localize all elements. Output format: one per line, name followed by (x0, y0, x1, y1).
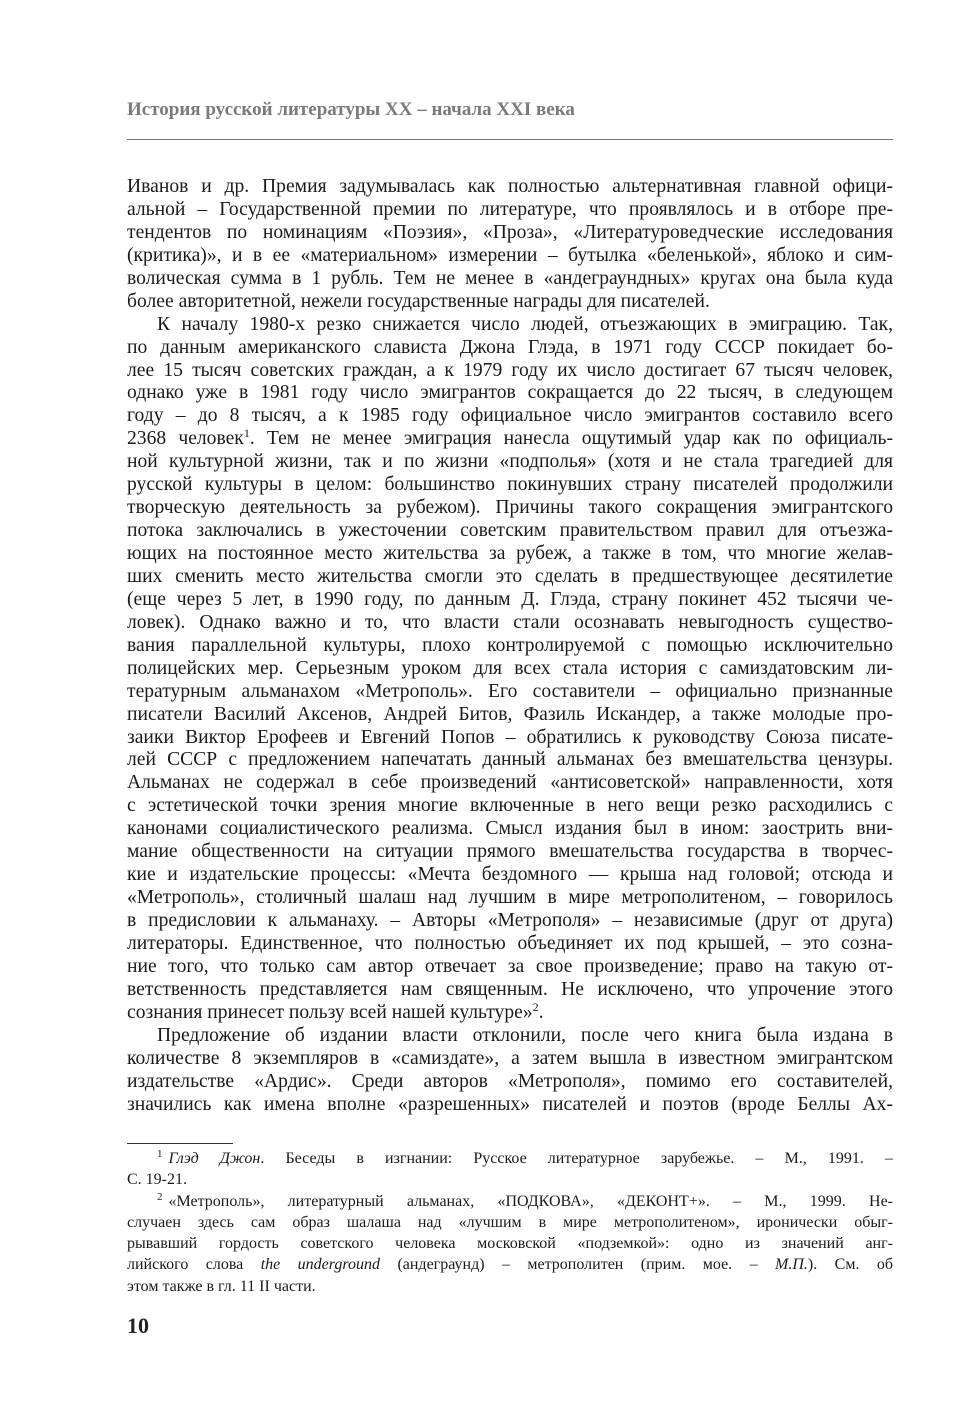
text-segment: . Беседы в изгнании: Русское литературное зарубежье. – М., 1991. – (260, 1150, 893, 1167)
text-segment: потока заключались в ужесточении советским правительством правил для отъезжа- (127, 520, 893, 542)
footnote-ref: 2 (157, 1190, 163, 1203)
text-line (127, 1094, 893, 1117)
text-line (127, 864, 893, 887)
text-segment: Альманах не содержал в себе произведений «антисоветской» направленности, хотя (127, 772, 893, 794)
text-segment: лийского слова (127, 1256, 261, 1274)
footnote-line (127, 1169, 893, 1190)
text-segment: рывавший гордость советского человека московской «подземкой»: одно из значений анг- (127, 1235, 893, 1253)
text-line (127, 1048, 893, 1071)
text-line (127, 405, 893, 428)
text-segment: полицейских мер. Серьезным уроком для всех стала история с самиздатовским ли- (127, 657, 893, 679)
text-segment: русской культуры в целом: большинство покинувших страну писателей продолжили (127, 474, 893, 496)
text-line (127, 612, 893, 635)
text-segment: кие и издательские процессы: «Мечта бездомного — крыша над головой; отсюда и (127, 864, 893, 886)
text-segment: ной культурной жизни, так и по жизни «подполья» (хотя и не стала трагедией для (127, 451, 893, 473)
text-line (127, 360, 893, 383)
text-line (127, 956, 893, 979)
text-segment: 2368 человек (127, 428, 244, 450)
text-line (127, 268, 893, 291)
text-segment: лее 15 тысяч советских граждан, а к 1979 году их число достигает 67 тысяч человек, (127, 359, 893, 381)
text-line (127, 291, 893, 314)
text-line (127, 382, 893, 405)
text-segment: издательстве «Ардис». Среди авторов «Метрополя», помимо его составителей, (127, 1070, 893, 1092)
text-line (127, 428, 893, 451)
text-segment: ветственность представляется нам священным. Не исключено, что упрочение этого (127, 978, 893, 1000)
text-segment: с эстетической точки зрения многие включенные в него вещи резко расходились с (127, 795, 893, 817)
text-line (127, 1025, 893, 1048)
text-line (127, 658, 893, 681)
text-line (127, 818, 893, 841)
text-line (127, 543, 893, 566)
text-line (127, 749, 893, 772)
text-line (127, 314, 893, 337)
text-segment: ших сменить место жительства смогли это сделать в предшествующее десятилетие (127, 565, 893, 587)
text-line (127, 887, 893, 910)
text-segment: «Метрополь», столичный шалаш над лучшим в мире метрополитеном, – говорилось (127, 887, 893, 909)
header-rule (127, 139, 893, 140)
text-segment: лей СССР с предложением напечатать данный альманах без вмешательства цензуры. (127, 749, 893, 771)
text-segment: (андеграунд) – метрополитен (прим. мое. – (380, 1256, 776, 1274)
footnote-ref: 1 (243, 426, 250, 441)
text-segment: «Метрополь», литературный альманах, «ПОДКОВА», «ДЕКОНТ+». – М., 1999. Не- (168, 1192, 893, 1210)
text-line (127, 245, 893, 268)
text-segment: тендентов по номинациям «Поэзия», «Проза», «Литературоведческие исследования (127, 221, 893, 243)
text-line (127, 337, 893, 360)
text-segment: творческую деятельность за рубежом). Причины такого сокращения эмигрантского (127, 497, 893, 519)
text-line (127, 727, 893, 750)
text-segment: Предложение об издании власти отклонили, после чего книга была издана в (157, 1024, 893, 1046)
text-segment: канонами социалистического реализма. Смысл издания был в ином: заострить вни- (127, 818, 893, 840)
text-segment: мание общественности на ситуации прямого вмешательства государства в творчес- (127, 841, 893, 863)
text-segment: . Тем не менее эмиграция нанесла ощутимый удар как по официаль- (249, 428, 893, 450)
text-segment: сознания принесет пользу всей нашей культуре» (127, 1001, 533, 1023)
text-segment: ). См. об (807, 1256, 893, 1274)
text-segment: в предисловии к альманаху. – Авторы «Метрополя» – независимые (друг от друга) (127, 910, 893, 931)
text-line (127, 1071, 893, 1094)
text-line (127, 635, 893, 658)
text-segment: (критика)», и в ее «материальном» измерении – бутылка «беленькой», яблоко и сим- (127, 244, 893, 266)
text-segment: Иванов и др. Премия задумывалась как полностью альтернативная главной офици- (127, 176, 893, 197)
text-segment: литераторы. Единственное, что полностью объединяет их под крышей, – это созна- (127, 932, 893, 954)
body-text (127, 176, 893, 1116)
text-segment: волическая сумма в 1 рубль. Тем не менее в «андеграундных» кругах она была куда (127, 267, 893, 289)
text-segment: М.П. (775, 1256, 808, 1274)
text-segment: по данным американского слависта Джона Глэда, в 1971 году СССР покидает бо- (127, 336, 893, 358)
text-segment: К началу 1980-х резко снижается число людей, отъезжающих в эмиграцию. Так, (157, 313, 893, 335)
text-segment: Глэд Джон (168, 1150, 261, 1167)
footnote-rule (127, 1143, 233, 1144)
footnote-ref: 1 (157, 1148, 163, 1160)
text-segment: году – до 8 тысяч, а к 1985 году официальное число эмигрантов составило всего (127, 405, 893, 427)
text-segment: однако уже в 1981 году число эмигрантов сокращается до 22 тысяч, в следующем (127, 382, 893, 404)
text-segment: альной – Государственной премии по литературе, что проявлялось и в отборе пре- (127, 198, 893, 220)
text-segment: (еще через 5 лет, в 1990 году, по данным Д. Глэда, страну покинет 452 тысячи че- (127, 588, 893, 610)
text-line (127, 520, 893, 543)
text-segment: тературным альманахом «Метрополь». Его составители – официально признанные (127, 680, 893, 702)
running-header: История русской литературы XX – начала XXI века (127, 99, 575, 120)
footnotes (127, 1148, 893, 1297)
text-line (127, 474, 893, 497)
text-segment: заики Виктор Ерофеев и Евгений Попов – обратились к руководству Союза писате- (127, 726, 893, 748)
text-segment: . (538, 1001, 544, 1023)
footnote-line (127, 1191, 893, 1212)
text-line (127, 497, 893, 520)
footnote-line (127, 1212, 893, 1233)
text-segment: более авторитетной, нежели государственные награды для писателей. (127, 290, 710, 312)
text-line (127, 933, 893, 956)
text-segment: ющих на постоянное место жительства за рубеж, а также в том, что многие желав- (127, 543, 893, 564)
text-segment: С. 19-21. (127, 1171, 187, 1189)
text-line (127, 999, 893, 1025)
footnote-line (127, 1254, 893, 1275)
text-line (127, 795, 893, 818)
text-segment: этом также в гл. 11 II части. (127, 1277, 316, 1295)
footnote-line (127, 1276, 893, 1297)
text-segment: случаен здесь сам образ шалаша над «лучшим в мире метрополитеном», иронически обыг- (127, 1213, 893, 1231)
text-line (127, 566, 893, 589)
text-segment: количестве 8 экземпляров в «самиздате», а затем вышла в известном эмигрантском (127, 1047, 893, 1069)
text-segment: вания параллельной культуры, плохо контролируемой с помощью исключительно (127, 634, 893, 656)
page-number: 10 (127, 1313, 149, 1338)
footnote-line (127, 1233, 893, 1254)
footnote-line (127, 1148, 893, 1169)
text-segment: ние того, что только сам автор отвечает за свое произведение; право на такую от- (127, 955, 893, 977)
text-line (127, 589, 893, 612)
footnote-ref: 2 (532, 999, 539, 1014)
text-segment: писатели Василий Аксенов, Андрей Битов, Фазиль Искандер, а также молодые про- (127, 703, 893, 725)
text-line (127, 772, 893, 795)
text-line (127, 451, 893, 474)
text-line (127, 704, 893, 727)
text-segment: значились как имена вполне «разрешенных» писателей и поэтов (вроде Беллы Ах- (127, 1093, 893, 1115)
text-segment: ловек). Однако важно и то, что власти стали осознавать невыгодность существо- (127, 611, 893, 633)
text-line (127, 841, 893, 864)
text-line (127, 222, 893, 245)
text-segment: the underground (260, 1256, 381, 1274)
text-line (127, 176, 893, 199)
text-line (127, 681, 893, 704)
text-line (127, 199, 893, 222)
text-line (127, 979, 893, 1002)
text-line (127, 910, 893, 933)
